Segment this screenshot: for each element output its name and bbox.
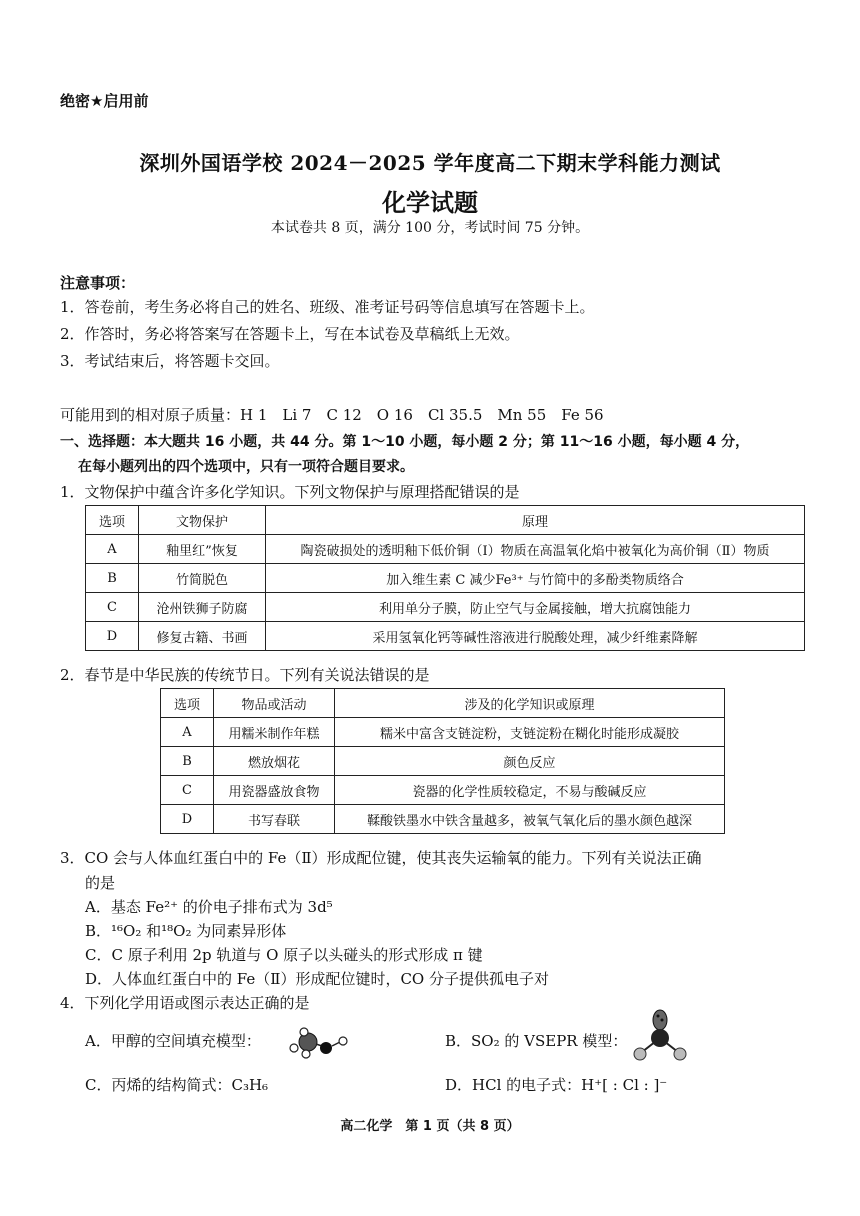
table-cell: D [161, 805, 214, 834]
question-2-table [160, 688, 725, 834]
table-header: 文物保护 [139, 506, 266, 535]
table-header: 选项 [86, 506, 139, 535]
table-cell: 沧州铁狮子防腐 [139, 593, 266, 622]
table-header: 涉及的化学知识或原理 [335, 689, 725, 718]
table-row [161, 805, 725, 834]
question-3-option-a: A．基态 Fe²⁺ 的价电子排布式为 3d⁵ [85, 898, 333, 916]
table-cell: 用瓷器盛放食物 [214, 776, 335, 805]
question-4-option-d: D．HCl 的电子式：H⁺[ : Cl : ]⁻ [445, 1076, 668, 1094]
table-cell: 用糯米制作年糕 [214, 718, 335, 747]
table-cell: 书写春联 [214, 805, 335, 834]
notice-item: 2．作答时，务必将答案写在答题卡上，写在本试卷及草稿纸上无效。 [60, 325, 520, 343]
question-3-option-c: C．C 原子利用 2p 轨道与 O 原子以头碰头的形式形成 π 键 [85, 946, 483, 964]
table-cell: 颜色反应 [335, 747, 725, 776]
table-header: 物品或活动 [214, 689, 335, 718]
methanol-model-icon [282, 1024, 352, 1064]
table-row [86, 564, 805, 593]
table-cell: B [161, 747, 214, 776]
table-row [86, 622, 805, 651]
table-cell: 燃放烟花 [214, 747, 335, 776]
table-cell: 利用单分子膜，防止空气与金属接触，增大抗腐蚀能力 [266, 593, 805, 622]
table-cell: 采用氢氧化钙等碱性溶液进行脱酸处理，减少纤维素降解 [266, 622, 805, 651]
notice-item: 1．答卷前，考生务必将自己的姓名、班级、准考证号码等信息填写在答题卡上。 [60, 298, 595, 316]
table-row [86, 593, 805, 622]
question-1-stem: 1．文物保护中蕴含许多化学知识。下列文物保护与原理搭配错误的是 [60, 483, 520, 501]
question-3-option-b: B．¹⁶O₂ 和¹⁸O₂ 为同素异形体 [85, 922, 287, 940]
question-4-option-a: A．甲醇的空间填充模型： [85, 1032, 261, 1050]
question-4-stem: 4．下列化学用语或图示表达正确的是 [60, 994, 310, 1012]
exam-title: 深圳外国语学校 2024－2025 学年度高二下期末学科能力测试 [139, 151, 721, 175]
section-heading: 一、选择题：本大题共 16 小题，共 44 分。第 1～10 小题，每小题 2 分；第 11～16 小题，每小题 4 分， [60, 434, 750, 450]
so2-vsepr-model-icon [630, 1008, 690, 1066]
table-cell: 竹简脱色 [139, 564, 266, 593]
table-cell: 加入维生素 C 减少Fe³⁺ 与竹简中的多酚类物质络合 [266, 564, 805, 593]
table-row [161, 776, 725, 805]
table-cell: 鞣酸铁墨水中铁含量越多，被氧气氧化后的墨水颜色越深 [335, 805, 725, 834]
question-3-option-d: D．人体血红蛋白中的 Fe（Ⅱ）形成配位键时，CO 分子提供孤电子对 [85, 970, 549, 988]
table-cell: 釉里红”恢复 [139, 535, 266, 564]
question-3-stem-cont: 的是 [85, 874, 116, 892]
exam-info: 本试卷共 8 页，满分 100 分，考试时间 75 分钟。 [270, 220, 590, 236]
table-cell: B [86, 564, 139, 593]
table-cell: 瓷器的化学性质较稳定，不易与酸碱反应 [335, 776, 725, 805]
question-4-option-c: C．丙烯的结构简式：C₃H₆ [85, 1076, 269, 1094]
table-header: 原理 [266, 506, 805, 535]
table-cell: A [86, 535, 139, 564]
table-row [86, 535, 805, 564]
notice-heading: 注意事项： [60, 274, 136, 292]
atomic-masses: 可能用到的相对原子质量：H 1 Li 7 C 12 O 16 Cl 35.5 Mn 55 Fe 56 [60, 406, 604, 424]
table-header-row [161, 689, 725, 718]
table-cell: A [161, 718, 214, 747]
table-cell: D [86, 622, 139, 651]
page-footer: 高二化学 第 1 页（共 8 页） [340, 1119, 520, 1134]
table-cell: C [86, 593, 139, 622]
subject-title: 化学试题 [382, 189, 478, 217]
question-4-option-b: B．SO₂ 的 VSEPR 模型： [445, 1032, 628, 1050]
table-cell: 糯米中富含支链淀粉，支链淀粉在糊化时能形成凝胶 [335, 718, 725, 747]
table-header-row [86, 506, 805, 535]
table-cell: C [161, 776, 214, 805]
question-1-table [85, 505, 805, 651]
table-cell: 陶瓷破损处的透明釉下低价铜（Ⅰ）物质在高温氧化焰中被氧化为高价铜（Ⅱ）物质 [266, 535, 805, 564]
notice-item: 3．考试结束后，将答题卡交回。 [60, 352, 280, 370]
question-2-stem: 2．春节是中华民族的传统节日。下列有关说法错误的是 [60, 666, 430, 684]
table-row [161, 747, 725, 776]
secret-label: 绝密★启用前 [60, 92, 149, 110]
table-row [161, 718, 725, 747]
table-cell: 修复古籍、书画 [139, 622, 266, 651]
section-instruction: 在每小题列出的四个选项中，只有一项符合题目要求。 [78, 459, 414, 475]
question-3-stem: 3．CO 会与人体血红蛋白中的 Fe（Ⅱ）形成配位键，使其丧失运输氧的能力。下列有关说法正确 [60, 849, 702, 867]
table-header: 选项 [161, 689, 214, 718]
